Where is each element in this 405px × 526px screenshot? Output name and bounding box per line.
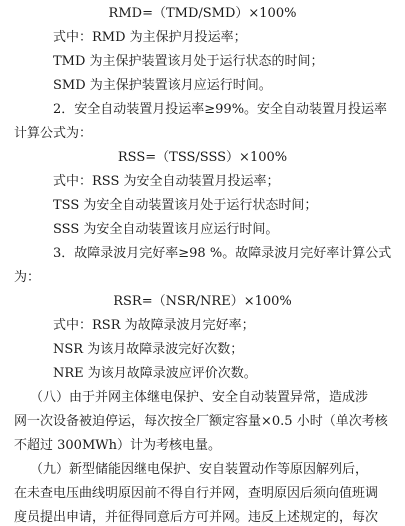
text-line: （九）新型储能因继电保护、安自装置动作等原因解列后， (30, 462, 369, 477)
text-line: 式中：RSS 为安全自动装置月投运率； (53, 174, 280, 189)
text-line: NSR 为该月故障录波完好次数； (53, 342, 244, 357)
text-line: TSS 为安全自动装置该月处于运行状态时间； (53, 198, 318, 213)
text-line: 2．安全自动装置月投运率≥99%。安全自动装置月投运率 (53, 102, 388, 117)
text-line: 不超过 300MWh）计为考核电量。 (14, 438, 221, 453)
formula-rmd: RMD=（TMD/SMD）×100% (108, 6, 297, 21)
text-line: 式中：RMD 为主保护月投运率； (53, 30, 247, 45)
text-line: 为： (14, 270, 41, 285)
text-line: TMD 为主保护装置该月处于运行状态的时间； (53, 54, 324, 69)
formula-rss: RSS=（TSS/SSS）×100% (117, 150, 288, 165)
text-line: SMD 为主保护装置该月应运行时间。 (53, 78, 272, 93)
text-line: SSS 为安全自动装置该月应运行时间。 (53, 222, 279, 237)
text-line: NRE 为该月故障录波应评价次数。 (53, 366, 257, 381)
text-line: 计算公式为： (14, 126, 93, 141)
text-line: 度员提出申请，并征得同意后方可并网。违反上述规定的，每次 (14, 510, 379, 525)
text-line: 网一次设备被迫停运，每次按全厂额定容量×0.5 小时（单次考核 (14, 414, 388, 429)
text-line: 3．故障录波月完好率≥98 %。故障录波月完好率计算公式 (53, 246, 392, 261)
text-line: （八）由于并网主体继电保护、安全自动装置异常，造成涉 (30, 390, 369, 405)
text-line: 在未查电压曲线明原因前不得自行并网，查明原因后须向值班调 (14, 486, 379, 501)
text-line: 式中：RSR 为故障录波月完好率； (53, 318, 255, 333)
formula-rsr: RSR=（NSR/NRE）×100% (113, 294, 292, 309)
